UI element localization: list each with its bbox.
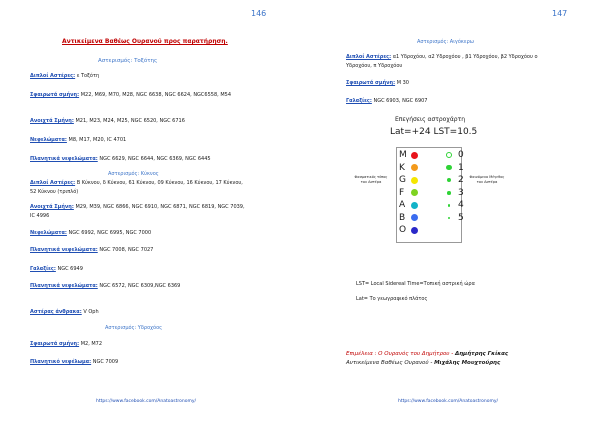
section-title-aquarius: Αστερισμός: Υδροχόος bbox=[105, 325, 163, 331]
footer-link[interactable]: https://www.facebook.com/Anatoastronomy/ bbox=[96, 399, 197, 404]
footer-link[interactable]: https://www.facebook.com/Anatoastronomy/ bbox=[398, 399, 499, 404]
globular-clusters-sgr: Σφαιρωτά σμήνη: M22, M69, M70, M28, NGC 6638, NGC 6624, NGC6558, M54 bbox=[30, 92, 232, 98]
color-dot-icon bbox=[411, 164, 418, 171]
magnitude-dot-icon bbox=[446, 152, 452, 158]
double-stars-cyg: Διπλοί Αστέρες: Β Κύκνου, δ Κύκνου, 61 Κύκνου, 09 Κύκνου, 16 Κύκνου, 17 Κύκνου, 52 Κύκνου (τριπλό) bbox=[30, 180, 243, 195]
double-stars-sgr: Διπλοί Αστέρες: ε Τοξότη bbox=[30, 73, 100, 79]
credit-line-1: Επιμέλεια : Ο Ουρανός του Δημήτρου - Δημήτρης Γκίκας bbox=[346, 351, 509, 357]
lat-note: Lat= Το γεωγραφικό πλάτος bbox=[356, 296, 428, 302]
nebulae-cyg: Νεφελώματα: NGC 6992, NGC 6995, NGC 7000 bbox=[30, 230, 152, 236]
spectral-letter: A bbox=[399, 200, 406, 211]
magnitude-row bbox=[444, 149, 464, 162]
magnitude-dot-icon bbox=[448, 204, 451, 207]
section-title-sagittarius: Αστερισμός: Τοξότης bbox=[98, 58, 158, 64]
planetary-nebulae-cyg: Πλανητικά νεφελώματα: NGC 7008, NGC 7027 bbox=[30, 247, 154, 253]
magnitude-number: 0 bbox=[458, 150, 464, 161]
galaxies-cap: Γαλαξίες: NGC 6903, NGC 6907 bbox=[346, 98, 428, 104]
globular-clusters-aqr: Σφαιρωτά σμήνη: M2, M72 bbox=[30, 341, 103, 347]
page-number: 147 bbox=[552, 9, 568, 18]
spectral-row bbox=[399, 199, 433, 212]
magnitude-number: 4 bbox=[458, 200, 464, 211]
spectral-row bbox=[399, 187, 433, 200]
spectral-letter: G bbox=[399, 175, 406, 186]
planetary-nebulae-oph: Πλανητικά νεφελώματα: NGC 6572, NGC 6309,NGC 6369 bbox=[30, 283, 181, 289]
magnitude-dot-icon bbox=[448, 217, 450, 219]
color-dot-icon bbox=[411, 214, 418, 221]
double-stars-cap: Διπλοί Αστέρες: α1 Υδροχόου, α2 Υδροχόου , β1 Υδροχόου, β2 Υδροχόου ο Υδροχόου, π Υδροχόου bbox=[346, 54, 538, 69]
spectral-row bbox=[399, 162, 433, 175]
magnitude-row bbox=[444, 212, 464, 225]
magnitude-row bbox=[444, 187, 464, 200]
magnitude-number: 3 bbox=[458, 187, 464, 198]
page-heading: Αντικείμενα Βαθέως Ουρανού προς παρατήρηση. bbox=[62, 38, 228, 45]
page-number: 146 bbox=[251, 9, 267, 18]
color-dot-icon bbox=[411, 202, 418, 209]
section-title-capricornus: Αστερισμός: Αιγόκερω bbox=[417, 39, 474, 45]
magnitude-scale bbox=[444, 149, 464, 224]
spectral-row bbox=[399, 149, 433, 162]
spectral-type-caption: Φασματικός τύπος του Αστέρα bbox=[354, 175, 388, 184]
lst-note: LST= Local Sidereal Time=Τοπική αστρική ώρα bbox=[356, 281, 475, 287]
spectral-letters bbox=[399, 149, 433, 237]
color-dot-icon bbox=[411, 152, 418, 159]
spectral-letter: M bbox=[399, 150, 407, 161]
galaxies-cyg: Γαλαξίες: NGC 6949 bbox=[30, 266, 83, 272]
magnitude-dot-icon bbox=[446, 165, 451, 170]
open-clusters-cyg: Ανοιχτά Σμήνη: M29, M39, NGC 6866, NGC 6910, NGC 6871, NGC 6819, NGC 7039, IC 4996 bbox=[30, 204, 245, 219]
magnitude-dot-icon bbox=[447, 178, 451, 182]
color-dot-icon bbox=[411, 177, 418, 184]
planetary-nebulae-sgr: Πλανητικά νεφελώματα: NGC 6629, NGC 6644, NGC 6369, NGC 6445 bbox=[30, 156, 211, 162]
nebulae-sgr: Νεφελώματα: M8, M17, M20, IC 4701 bbox=[30, 137, 127, 143]
magnitude-number: 5 bbox=[458, 212, 464, 223]
magnitude-number: 2 bbox=[458, 175, 464, 186]
legend-title: Επεγήσεις αστροχάρτη bbox=[395, 116, 465, 123]
spectral-letter: K bbox=[399, 162, 405, 173]
legend-subtitle: Lat=+24 LST=10.5 bbox=[390, 127, 478, 137]
magnitude-row bbox=[444, 162, 464, 175]
planetary-nebula-aqr: Πλανητικό νεφέλωμα: NGC 7009 bbox=[30, 359, 119, 365]
open-clusters-sgr: Ανοιχτά Σμήνη: M21, M23, M24, M25, NGC 6520, NGC 6716 bbox=[30, 118, 185, 124]
magnitude-caption: Φαινόμενο Μέγεθος του Αστέρα bbox=[469, 175, 505, 184]
spectral-row bbox=[399, 212, 433, 225]
spectral-letter: B bbox=[399, 212, 406, 223]
globular-clusters-cap: Σφαιρωτά σμήνη: M 30 bbox=[346, 80, 409, 86]
magnitude-number: 1 bbox=[458, 162, 464, 173]
spectral-row bbox=[399, 174, 433, 187]
spectral-letter: F bbox=[399, 187, 405, 198]
spectral-letter: O bbox=[399, 225, 407, 236]
magnitude-row bbox=[444, 199, 464, 212]
carbon-star: Αστέρας άνθρακα: V Oph bbox=[30, 309, 99, 315]
spectral-row bbox=[399, 224, 433, 237]
magnitude-row bbox=[444, 174, 464, 187]
color-dot-icon bbox=[411, 189, 418, 196]
credit-line-2: Αντικείμενα Βαθέως Ουρανού - Μιχάλης Μουχτούρης bbox=[346, 360, 501, 366]
section-title-cygnus: Αστερισμός: Κύκνος bbox=[108, 171, 159, 177]
magnitude-dot-icon bbox=[447, 191, 451, 195]
color-dot-icon bbox=[411, 227, 418, 234]
